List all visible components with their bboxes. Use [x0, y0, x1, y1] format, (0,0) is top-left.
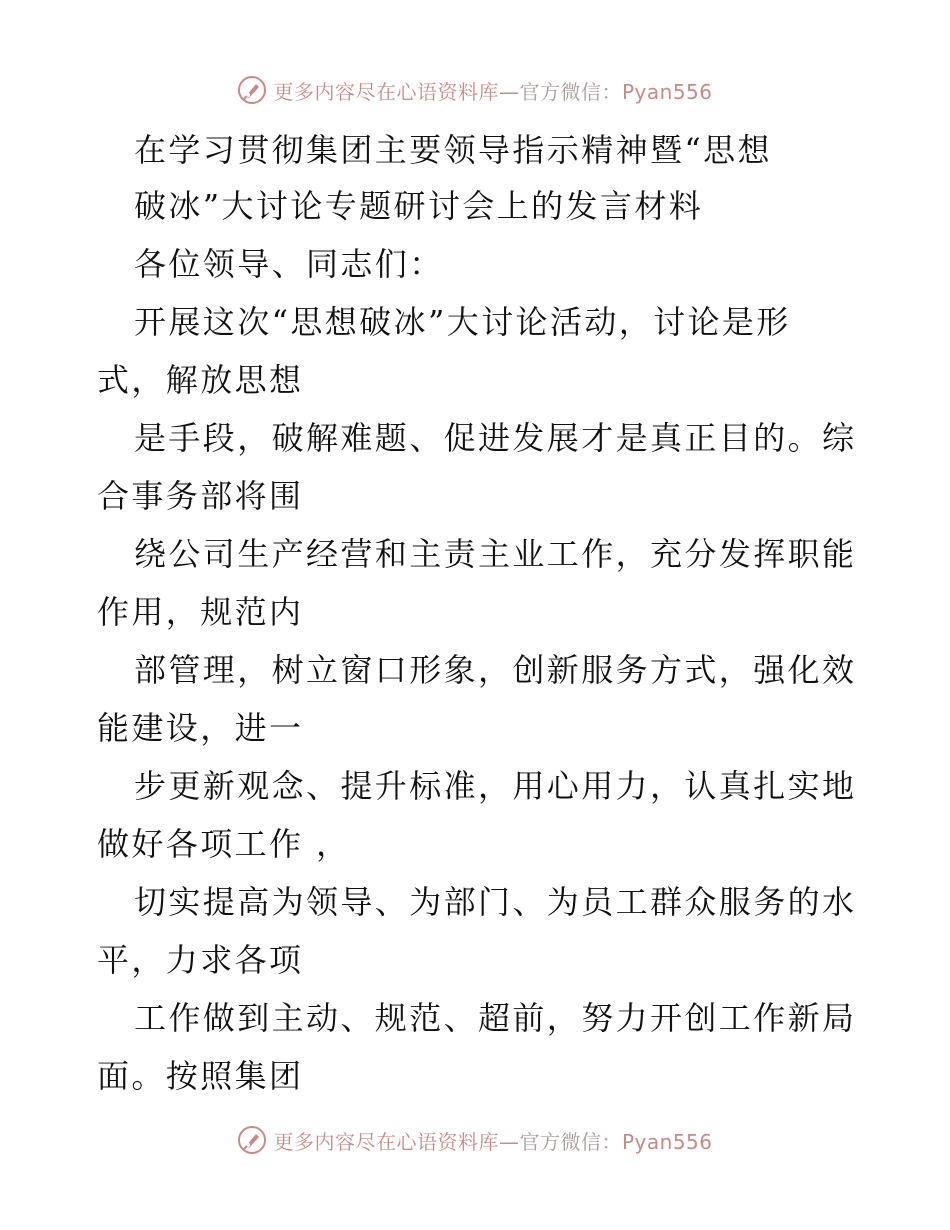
header-watermark	[0, 70, 950, 110]
paragraph-line: 步更新观念、提升标准，用心用力，认真扎实地	[134, 767, 857, 805]
paragraph-line: 工作做到主动、规范、超前，努力开创工作新局	[134, 999, 857, 1037]
paragraph-line: 绕公司生产经营和主责主业工作，充分发挥职能	[134, 535, 857, 573]
paragraph-line: 面。按照集团	[97, 1057, 304, 1095]
paragraph-line: 切实提高为领导、为部门、为员工群众服务的水	[134, 883, 857, 921]
document-title-line-1: 在学习贯彻集团主要领导指示精神暨“思想	[134, 131, 772, 169]
watermark-wechat-label: 官方微信：	[519, 1129, 622, 1154]
watermark-wechat-label: 官方微信：	[519, 79, 622, 104]
watermark-text	[273, 76, 712, 105]
paragraph-line: 做好各项工作 ，	[97, 825, 351, 863]
watermark-account: Pyan556	[621, 79, 713, 104]
watermark-separator: —	[498, 1129, 520, 1154]
watermark-lead-text: 更多内容尽在心语资料库	[273, 79, 499, 104]
pen-nib-seal-icon	[237, 75, 267, 105]
pen-nib-seal-icon	[237, 1125, 267, 1155]
footer-watermark	[0, 1120, 950, 1160]
watermark-lead-text: 更多内容尽在心语资料库	[273, 1129, 499, 1154]
paragraph-line: 作用，规范内	[97, 593, 304, 631]
salutation: 各位领导、同志们：	[134, 245, 444, 283]
watermark-account: Pyan556	[621, 1129, 713, 1154]
paragraph-line: 式，解放思想	[97, 361, 304, 399]
document-title-line-2: 破冰”大讨论专题研讨会上的发言材料	[134, 187, 704, 225]
paragraph-line: 是手段，破解难题、促进发展才是真正目的。综	[134, 419, 857, 457]
watermark-text	[273, 1126, 712, 1155]
paragraph-line: 部管理，树立窗口形象，创新服务方式，强化效	[134, 651, 857, 689]
paragraph-line: 平，力求各项	[97, 941, 304, 979]
watermark-separator: —	[498, 79, 520, 104]
paragraph-line: 能建设，进一	[97, 709, 304, 747]
paragraph-line: 合事务部将围	[97, 477, 304, 515]
paragraph-line: 开展这次“思想破冰”大讨论活动，讨论是形	[134, 303, 791, 341]
